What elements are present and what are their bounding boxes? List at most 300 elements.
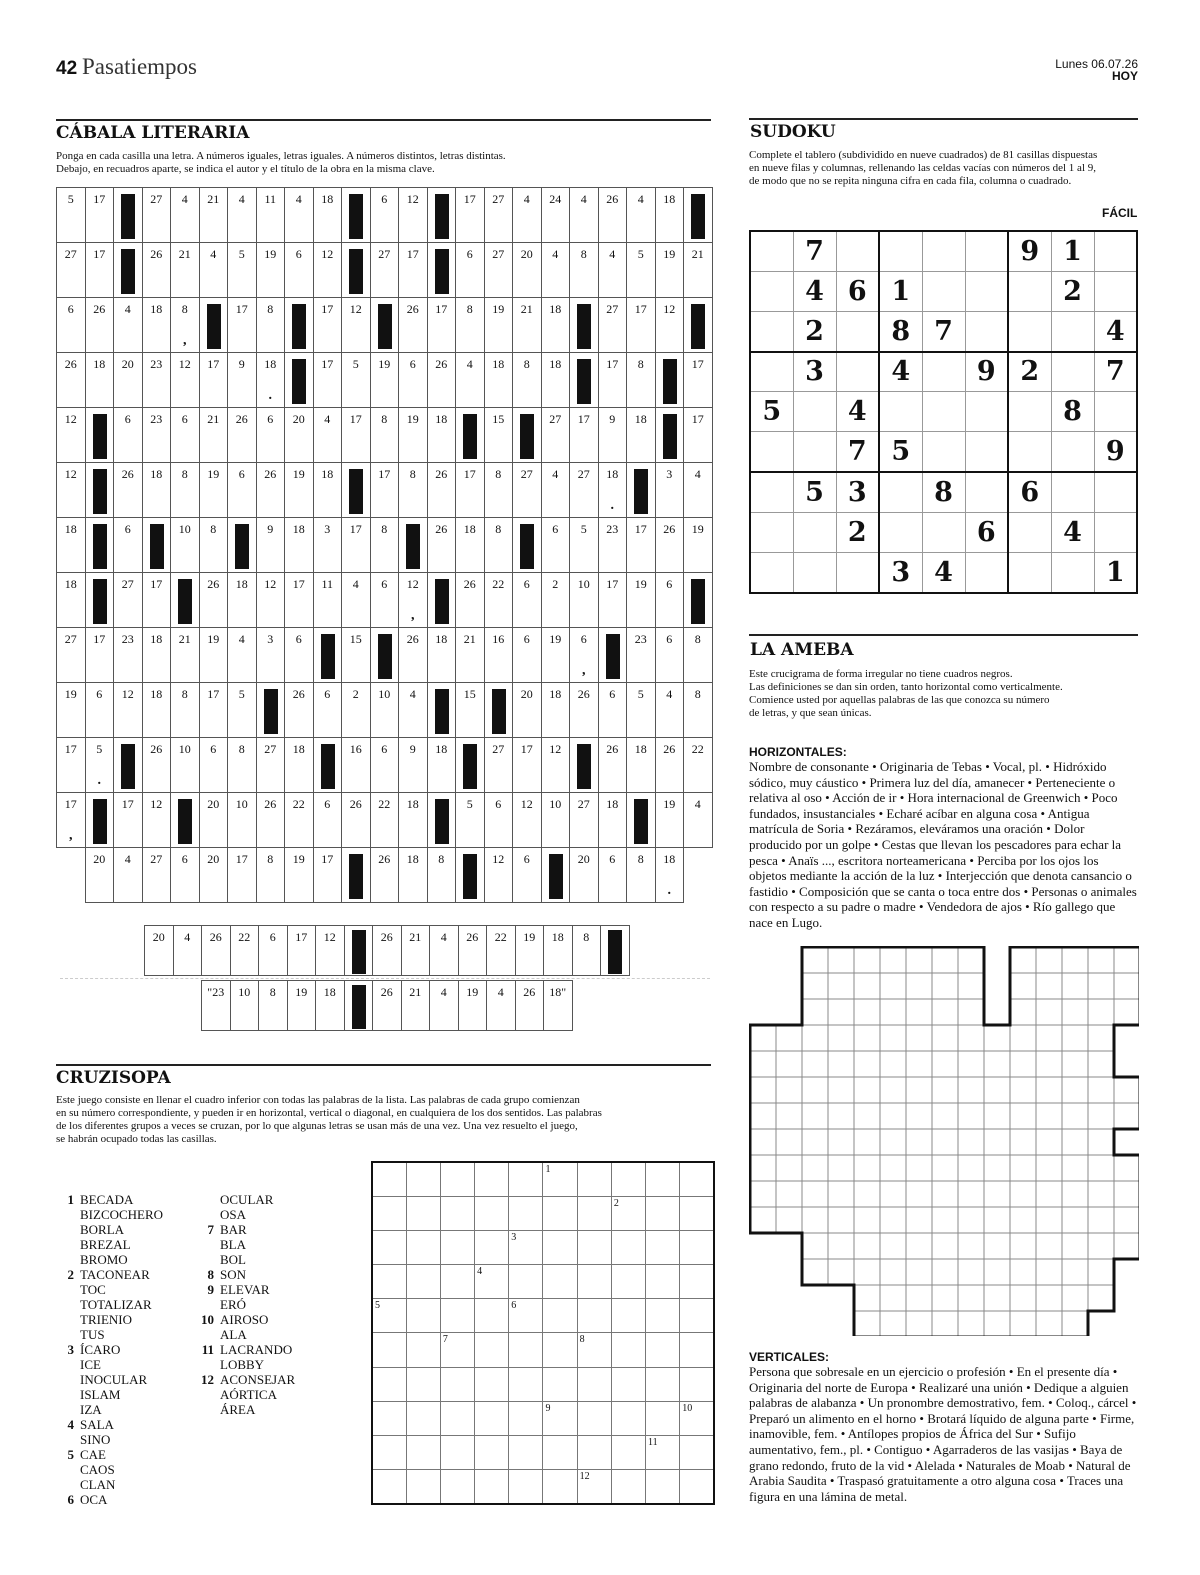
ameba-cell[interactable] xyxy=(828,1233,854,1259)
sopa-cell[interactable] xyxy=(611,1333,645,1367)
clue-cell[interactable] xyxy=(114,573,143,628)
ameba-cell[interactable] xyxy=(984,1233,1010,1259)
ameba-cell[interactable] xyxy=(880,947,906,973)
clue-cell[interactable] xyxy=(513,683,542,738)
clue-cell[interactable] xyxy=(114,848,143,903)
ameba-cell[interactable] xyxy=(802,973,828,999)
sopa-cell[interactable] xyxy=(475,1230,509,1264)
sopa-cell[interactable] xyxy=(372,1401,406,1435)
ameba-cell[interactable] xyxy=(880,973,906,999)
clue-cell[interactable] xyxy=(456,628,485,683)
clue-cell[interactable] xyxy=(370,793,399,848)
black-cell[interactable] xyxy=(171,573,200,628)
black-cell[interactable] xyxy=(370,298,399,353)
sopa-cell[interactable] xyxy=(646,1265,680,1299)
sopa-cell[interactable] xyxy=(646,1470,680,1504)
clue-cell[interactable] xyxy=(399,573,428,628)
clue-cell[interactable] xyxy=(684,518,713,573)
ameba-cell[interactable] xyxy=(750,1207,776,1233)
black-cell[interactable] xyxy=(427,243,456,298)
clue-cell[interactable] xyxy=(515,981,544,1031)
ameba-cell[interactable] xyxy=(1088,1207,1114,1233)
clue-cell[interactable] xyxy=(399,463,428,518)
clue-cell[interactable] xyxy=(484,463,513,518)
sopa-cell[interactable]: 12 xyxy=(577,1470,611,1504)
clue-cell[interactable] xyxy=(598,848,627,903)
clue-cell[interactable] xyxy=(142,793,171,848)
sopa-cell[interactable] xyxy=(406,1367,440,1401)
ameba-cell[interactable] xyxy=(958,1077,984,1103)
clue-cell[interactable] xyxy=(513,738,542,793)
sopa-cell[interactable] xyxy=(543,1230,577,1264)
ameba-cell[interactable] xyxy=(958,999,984,1025)
black-cell[interactable] xyxy=(427,683,456,738)
clue-cell[interactable] xyxy=(627,848,656,903)
ameba-cell[interactable] xyxy=(1036,1259,1062,1285)
clue-cell[interactable] xyxy=(256,628,285,683)
clue-cell[interactable] xyxy=(285,628,314,683)
clue-cell[interactable] xyxy=(570,793,599,848)
black-cell[interactable] xyxy=(513,408,542,463)
ameba-cell[interactable] xyxy=(1010,1285,1036,1311)
clue-cell[interactable] xyxy=(57,628,86,683)
ameba-cell[interactable] xyxy=(750,1051,776,1077)
ameba-cell[interactable] xyxy=(828,1207,854,1233)
ameba-cell[interactable] xyxy=(906,1181,932,1207)
sopa-cell[interactable] xyxy=(543,1333,577,1367)
clue-cell[interactable] xyxy=(285,683,314,738)
black-cell[interactable] xyxy=(684,573,713,628)
ameba-cell[interactable] xyxy=(1010,1103,1036,1129)
clue-cell[interactable] xyxy=(458,926,487,976)
sudoku-empty-cell[interactable] xyxy=(1051,311,1094,351)
clue-cell[interactable] xyxy=(202,981,231,1031)
sudoku-empty-cell[interactable] xyxy=(750,231,793,271)
sudoku-empty-cell[interactable] xyxy=(879,231,922,271)
sopa-cell[interactable] xyxy=(577,1162,611,1196)
clue-cell[interactable] xyxy=(171,848,200,903)
ameba-cell[interactable] xyxy=(906,1103,932,1129)
clue-cell[interactable] xyxy=(684,353,713,408)
clue-cell[interactable] xyxy=(199,353,228,408)
clue-cell[interactable] xyxy=(427,628,456,683)
clue-cell[interactable] xyxy=(57,408,86,463)
sopa-cell[interactable] xyxy=(680,1230,714,1264)
clue-cell[interactable] xyxy=(370,573,399,628)
sopa-cell[interactable] xyxy=(611,1265,645,1299)
black-cell[interactable] xyxy=(228,518,257,573)
ameba-cell[interactable] xyxy=(854,1207,880,1233)
sopa-cell[interactable] xyxy=(406,1436,440,1470)
ameba-cell[interactable] xyxy=(984,1051,1010,1077)
ameba-cell[interactable] xyxy=(802,1051,828,1077)
clue-cell[interactable] xyxy=(142,683,171,738)
clue-cell[interactable] xyxy=(342,793,371,848)
ameba-cell[interactable] xyxy=(776,1181,802,1207)
sopa-cell[interactable] xyxy=(440,1367,474,1401)
ameba-cell[interactable] xyxy=(1088,1077,1114,1103)
clue-cell[interactable] xyxy=(570,243,599,298)
clue-cell[interactable] xyxy=(627,408,656,463)
sopa-cell[interactable] xyxy=(372,1333,406,1367)
clue-cell[interactable] xyxy=(655,518,684,573)
clue-cell[interactable] xyxy=(85,353,114,408)
ameba-cell[interactable] xyxy=(984,1181,1010,1207)
ameba-cell[interactable] xyxy=(1062,1311,1088,1336)
clue-cell[interactable] xyxy=(287,981,316,1031)
clue-cell[interactable] xyxy=(85,628,114,683)
sopa-cell[interactable] xyxy=(509,1401,543,1435)
ameba-cell[interactable] xyxy=(958,973,984,999)
clue-cell[interactable] xyxy=(427,298,456,353)
clue-cell[interactable] xyxy=(342,573,371,628)
black-cell[interactable] xyxy=(85,573,114,628)
clue-cell[interactable] xyxy=(484,518,513,573)
sopa-cell[interactable] xyxy=(406,1230,440,1264)
black-cell[interactable] xyxy=(342,463,371,518)
ameba-cell[interactable] xyxy=(1062,973,1088,999)
ameba-cell[interactable] xyxy=(880,1051,906,1077)
clue-cell[interactable] xyxy=(513,573,542,628)
clue-cell[interactable] xyxy=(313,463,342,518)
ameba-cell[interactable] xyxy=(932,1207,958,1233)
ameba-cell[interactable] xyxy=(1036,1233,1062,1259)
ameba-cell[interactable] xyxy=(932,1129,958,1155)
sudoku-empty-cell[interactable] xyxy=(1094,392,1137,432)
clue-cell[interactable] xyxy=(199,518,228,573)
clue-cell[interactable] xyxy=(114,408,143,463)
ameba-cell[interactable] xyxy=(1062,1259,1088,1285)
clue-cell[interactable] xyxy=(684,463,713,518)
clue-cell[interactable] xyxy=(228,463,257,518)
clue-cell[interactable] xyxy=(570,683,599,738)
clue-cell[interactable] xyxy=(570,848,599,903)
sopa-cell[interactable]: 6 xyxy=(509,1299,543,1333)
clue-cell[interactable] xyxy=(285,738,314,793)
ameba-cell[interactable] xyxy=(1010,1051,1036,1077)
clue-cell[interactable] xyxy=(541,408,570,463)
ameba-cell[interactable] xyxy=(1036,1077,1062,1103)
clue-cell[interactable] xyxy=(484,408,513,463)
ameba-cell[interactable] xyxy=(802,999,828,1025)
clue-cell[interactable] xyxy=(541,793,570,848)
sopa-cell[interactable]: 3 xyxy=(509,1230,543,1264)
clue-cell[interactable] xyxy=(627,518,656,573)
clue-cell[interactable] xyxy=(199,738,228,793)
ameba-cell[interactable] xyxy=(984,1103,1010,1129)
clue-cell[interactable] xyxy=(85,298,114,353)
ameba-cell[interactable] xyxy=(828,1155,854,1181)
clue-cell[interactable] xyxy=(598,793,627,848)
clue-cell[interactable] xyxy=(544,926,573,976)
clue-cell[interactable] xyxy=(627,353,656,408)
sopa-cell[interactable] xyxy=(440,1196,474,1230)
clue-cell[interactable] xyxy=(256,353,285,408)
sudoku-empty-cell[interactable] xyxy=(879,512,922,552)
ameba-cell[interactable] xyxy=(1010,1181,1036,1207)
clue-cell[interactable] xyxy=(484,243,513,298)
sudoku-empty-cell[interactable] xyxy=(922,392,965,432)
sopa-cell[interactable] xyxy=(372,1230,406,1264)
clue-cell[interactable] xyxy=(228,243,257,298)
ameba-cell[interactable] xyxy=(750,1181,776,1207)
ameba-cell[interactable] xyxy=(1062,1233,1088,1259)
clue-cell[interactable] xyxy=(342,683,371,738)
ameba-cell[interactable] xyxy=(1062,1077,1088,1103)
ameba-cell[interactable] xyxy=(828,973,854,999)
clue-cell[interactable] xyxy=(228,298,257,353)
clue-cell[interactable] xyxy=(570,518,599,573)
ameba-cell[interactable] xyxy=(1036,1181,1062,1207)
sopa-cell[interactable] xyxy=(475,1299,509,1333)
clue-cell[interactable] xyxy=(684,793,713,848)
clue-cell[interactable] xyxy=(598,573,627,628)
ameba-cell[interactable] xyxy=(828,1259,854,1285)
clue-cell[interactable] xyxy=(430,926,459,976)
ameba-cell[interactable] xyxy=(932,1233,958,1259)
clue-cell[interactable] xyxy=(570,463,599,518)
clue-cell[interactable] xyxy=(456,243,485,298)
sopa-cell[interactable] xyxy=(577,1230,611,1264)
sudoku-empty-cell[interactable] xyxy=(965,231,1008,271)
clue-cell[interactable] xyxy=(199,573,228,628)
ameba-cell[interactable] xyxy=(958,1181,984,1207)
sudoku-empty-cell[interactable] xyxy=(750,553,793,593)
clue-cell[interactable] xyxy=(484,738,513,793)
clue-cell[interactable] xyxy=(430,981,459,1031)
clue-cell[interactable] xyxy=(142,738,171,793)
ameba-cell[interactable] xyxy=(984,1155,1010,1181)
clue-cell[interactable] xyxy=(171,463,200,518)
sudoku-empty-cell[interactable] xyxy=(750,352,793,392)
ameba-cell[interactable] xyxy=(984,1207,1010,1233)
ameba-cell[interactable] xyxy=(932,1285,958,1311)
sudoku-empty-cell[interactable] xyxy=(922,231,965,271)
clue-cell[interactable] xyxy=(199,188,228,243)
clue-cell[interactable] xyxy=(684,683,713,738)
clue-cell[interactable] xyxy=(541,573,570,628)
clue-cell[interactable] xyxy=(544,981,573,1031)
ameba-cell[interactable] xyxy=(802,947,828,973)
black-cell[interactable] xyxy=(342,848,371,903)
clue-cell[interactable] xyxy=(513,793,542,848)
ameba-cell[interactable] xyxy=(906,947,932,973)
sopa-cell[interactable] xyxy=(475,1470,509,1504)
ameba-cell[interactable] xyxy=(880,1285,906,1311)
sopa-cell[interactable]: 4 xyxy=(475,1265,509,1299)
clue-cell[interactable] xyxy=(171,243,200,298)
sopa-cell[interactable]: 9 xyxy=(543,1401,577,1435)
clue-cell[interactable] xyxy=(399,793,428,848)
clue-cell[interactable] xyxy=(199,683,228,738)
ameba-cell[interactable] xyxy=(880,999,906,1025)
clue-cell[interactable] xyxy=(598,683,627,738)
clue-cell[interactable] xyxy=(399,353,428,408)
clue-cell[interactable] xyxy=(285,243,314,298)
clue-cell[interactable] xyxy=(285,573,314,628)
ameba-cell[interactable] xyxy=(984,1259,1010,1285)
ameba-cell[interactable] xyxy=(1062,1103,1088,1129)
ameba-cell[interactable] xyxy=(958,1129,984,1155)
clue-cell[interactable] xyxy=(427,738,456,793)
clue-cell[interactable] xyxy=(142,848,171,903)
sudoku-empty-cell[interactable] xyxy=(922,352,965,392)
ameba-cell[interactable] xyxy=(776,1025,802,1051)
black-cell[interactable] xyxy=(427,573,456,628)
sudoku-empty-cell[interactable] xyxy=(1008,553,1051,593)
ameba-cell[interactable] xyxy=(776,1077,802,1103)
clue-cell[interactable] xyxy=(655,793,684,848)
clue-cell[interactable] xyxy=(598,353,627,408)
clue-cell[interactable] xyxy=(313,298,342,353)
clue-cell[interactable] xyxy=(171,188,200,243)
ameba-cell[interactable] xyxy=(1088,1025,1114,1051)
sudoku-empty-cell[interactable] xyxy=(922,432,965,472)
sopa-cell[interactable] xyxy=(509,1265,543,1299)
black-cell[interactable] xyxy=(541,848,570,903)
sopa-cell[interactable] xyxy=(680,1367,714,1401)
clue-cell[interactable] xyxy=(598,408,627,463)
ameba-cell[interactable] xyxy=(1114,1207,1139,1233)
ameba-cell[interactable] xyxy=(1062,1129,1088,1155)
ameba-cell[interactable] xyxy=(984,1077,1010,1103)
ameba-cell[interactable] xyxy=(1088,1103,1114,1129)
ameba-cell[interactable] xyxy=(1062,1025,1088,1051)
black-cell[interactable] xyxy=(313,628,342,683)
clue-cell[interactable] xyxy=(456,793,485,848)
clue-cell[interactable] xyxy=(598,738,627,793)
clue-cell[interactable] xyxy=(370,243,399,298)
clue-cell[interactable] xyxy=(171,628,200,683)
clue-cell[interactable] xyxy=(570,628,599,683)
ameba-cell[interactable] xyxy=(1088,1181,1114,1207)
clue-cell[interactable] xyxy=(199,243,228,298)
ameba-cell[interactable] xyxy=(932,947,958,973)
ameba-cell[interactable] xyxy=(1010,1233,1036,1259)
clue-cell[interactable] xyxy=(57,793,86,848)
clue-cell[interactable] xyxy=(57,683,86,738)
ameba-cell[interactable] xyxy=(906,973,932,999)
clue-cell[interactable] xyxy=(401,981,430,1031)
clue-cell[interactable] xyxy=(456,463,485,518)
clue-cell[interactable] xyxy=(285,463,314,518)
ameba-cell[interactable] xyxy=(802,1259,828,1285)
clue-cell[interactable] xyxy=(627,573,656,628)
clue-cell[interactable] xyxy=(401,926,430,976)
clue-cell[interactable] xyxy=(456,353,485,408)
ameba-cell[interactable] xyxy=(932,1155,958,1181)
clue-cell[interactable] xyxy=(313,188,342,243)
sudoku-empty-cell[interactable] xyxy=(836,352,879,392)
sopa-cell[interactable] xyxy=(680,1333,714,1367)
sopa-cell[interactable] xyxy=(577,1436,611,1470)
black-cell[interactable] xyxy=(427,793,456,848)
clue-cell[interactable] xyxy=(228,408,257,463)
clue-cell[interactable] xyxy=(285,188,314,243)
ameba-cell[interactable] xyxy=(932,999,958,1025)
ameba-cell[interactable] xyxy=(880,1129,906,1155)
sopa-cell[interactable] xyxy=(680,1470,714,1504)
clue-cell[interactable] xyxy=(313,353,342,408)
sudoku-empty-cell[interactable] xyxy=(965,553,1008,593)
black-cell[interactable] xyxy=(655,353,684,408)
clue-cell[interactable] xyxy=(399,298,428,353)
sopa-cell[interactable] xyxy=(509,1367,543,1401)
sudoku-empty-cell[interactable] xyxy=(1051,472,1094,512)
sudoku-empty-cell[interactable] xyxy=(1094,231,1137,271)
ameba-cell[interactable] xyxy=(854,1077,880,1103)
clue-cell[interactable] xyxy=(342,408,371,463)
sudoku-empty-cell[interactable] xyxy=(965,392,1008,432)
clue-cell[interactable] xyxy=(484,793,513,848)
clue-cell[interactable] xyxy=(655,573,684,628)
sudoku-empty-cell[interactable] xyxy=(1008,432,1051,472)
ameba-cell[interactable] xyxy=(958,1155,984,1181)
clue-cell[interactable] xyxy=(655,683,684,738)
ameba-cell[interactable] xyxy=(750,1129,776,1155)
ameba-cell[interactable] xyxy=(828,1025,854,1051)
sopa-cell[interactable] xyxy=(577,1401,611,1435)
ameba-cell[interactable] xyxy=(906,1025,932,1051)
clue-cell[interactable] xyxy=(57,188,86,243)
sopa-cell[interactable] xyxy=(646,1367,680,1401)
sudoku-empty-cell[interactable] xyxy=(793,432,836,472)
clue-cell[interactable] xyxy=(427,848,456,903)
sopa-cell[interactable] xyxy=(406,1196,440,1230)
ameba-cell[interactable] xyxy=(880,1207,906,1233)
clue-cell[interactable] xyxy=(655,738,684,793)
clue-cell[interactable] xyxy=(456,683,485,738)
ameba-cell[interactable] xyxy=(1088,999,1114,1025)
ameba-cell[interactable] xyxy=(1062,1155,1088,1181)
sopa-cell[interactable] xyxy=(440,1265,474,1299)
sopa-cell[interactable] xyxy=(646,1230,680,1264)
ameba-cell[interactable] xyxy=(1088,1233,1114,1259)
sopa-cell[interactable] xyxy=(509,1162,543,1196)
sopa-cell[interactable] xyxy=(680,1162,714,1196)
ameba-cell[interactable] xyxy=(906,1155,932,1181)
clue-cell[interactable] xyxy=(541,628,570,683)
sopa-cell[interactable] xyxy=(440,1401,474,1435)
ameba-cell[interactable] xyxy=(1114,1155,1139,1181)
black-cell[interactable] xyxy=(114,243,143,298)
sopa-cell[interactable] xyxy=(509,1196,543,1230)
ameba-cell[interactable] xyxy=(1088,1259,1114,1285)
ameba-cell[interactable] xyxy=(828,1129,854,1155)
sopa-cell[interactable] xyxy=(475,1401,509,1435)
ameba-cell[interactable] xyxy=(1088,1129,1114,1155)
clue-cell[interactable] xyxy=(399,408,428,463)
clue-cell[interactable] xyxy=(373,926,402,976)
clue-cell[interactable] xyxy=(373,981,402,1031)
ameba-cell[interactable] xyxy=(802,1103,828,1129)
clue-cell[interactable] xyxy=(484,573,513,628)
clue-cell[interactable] xyxy=(114,463,143,518)
black-cell[interactable] xyxy=(114,188,143,243)
black-cell[interactable] xyxy=(199,298,228,353)
ameba-cell[interactable] xyxy=(932,1077,958,1103)
ameba-cell[interactable] xyxy=(854,1181,880,1207)
clue-cell[interactable] xyxy=(199,463,228,518)
clue-cell[interactable] xyxy=(655,298,684,353)
sudoku-empty-cell[interactable] xyxy=(1051,432,1094,472)
clue-cell[interactable] xyxy=(370,518,399,573)
sudoku-empty-cell[interactable] xyxy=(793,512,836,552)
ameba-cell[interactable] xyxy=(854,1051,880,1077)
ameba-cell[interactable] xyxy=(1036,1103,1062,1129)
clue-cell[interactable] xyxy=(456,298,485,353)
clue-cell[interactable] xyxy=(313,848,342,903)
